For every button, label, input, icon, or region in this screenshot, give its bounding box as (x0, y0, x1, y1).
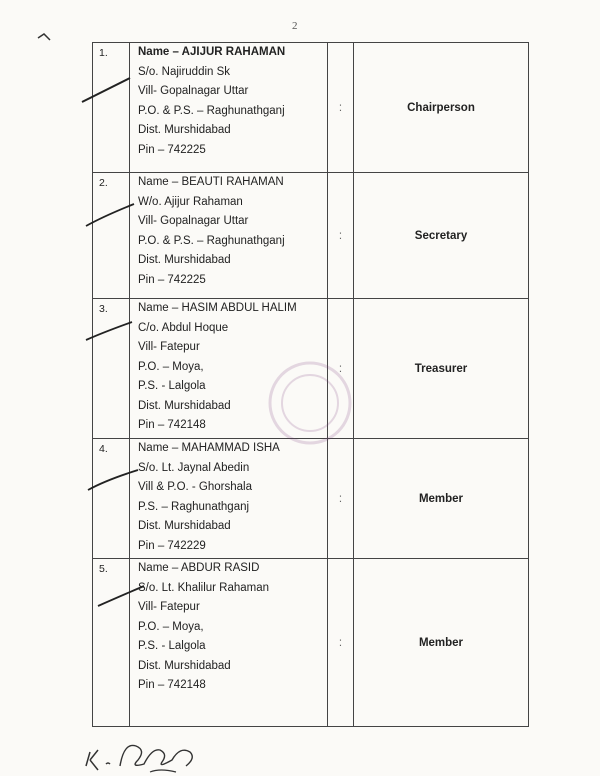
member-village: Vill- Gopalnagar Uttar (138, 85, 249, 97)
member-details (130, 439, 328, 559)
serial-number: 4. (93, 439, 130, 559)
colon-separator: : (328, 43, 354, 173)
member-police-station: P.S. - Lalgola (138, 640, 206, 652)
member-role: Member (354, 559, 529, 727)
speck-icon (36, 32, 52, 44)
serial-number: 3. (93, 299, 130, 439)
table-row (93, 173, 529, 299)
colon-separator: : (328, 173, 354, 299)
member-relation: S/o. Lt. Khalilur Rahaman (138, 581, 270, 594)
stamp-watermark-icon (255, 358, 365, 448)
member-post-office: P.O. – Moya, (138, 360, 204, 373)
member-role: Secretary (354, 173, 529, 299)
member-relation: S/o. Najiruddin Sk (138, 65, 231, 78)
member-police-station: P.S. – Raghunathganj (138, 500, 250, 513)
serial-number: 2. (93, 173, 130, 299)
colon-separator: : (328, 439, 354, 559)
member-role: Treasurer (354, 299, 529, 439)
table-row (93, 43, 529, 173)
member-district: Dist. Murshidabad (138, 124, 231, 136)
member-relation: W/o. Ajijur Rahaman (138, 195, 243, 208)
signature-icon (80, 736, 220, 776)
member-pin: Pin – 742148 (138, 419, 206, 431)
member-details (130, 43, 328, 173)
member-village: Vill- Fatepur (138, 601, 200, 613)
member-district: Dist. Murshidabad (138, 254, 231, 266)
member-details (130, 559, 328, 727)
member-relation: C/o. Abdul Hoque (138, 321, 229, 334)
member-name: Name – AJIJUR RAHAMAN (138, 46, 286, 58)
colon-separator: : (328, 299, 354, 439)
member-details (130, 173, 328, 299)
member-district: Dist. Murshidabad (138, 520, 231, 532)
table-row (93, 439, 529, 559)
member-role: Member (354, 439, 529, 559)
member-post-office: P.O. & P.S. – Raghunathganj (138, 104, 285, 117)
member-pin: Pin – 742225 (138, 273, 206, 286)
table-row (93, 559, 529, 727)
member-name: Name – MAHAMMAD ISHA (138, 442, 280, 454)
member-name: Name – BEAUTI RAHAMAN (138, 176, 284, 188)
member-village: Vill- Gopalnagar Uttar (138, 215, 249, 227)
member-post-office: P.O. & P.S. – Raghunathganj (138, 234, 285, 247)
member-post-office: P.O. – Moya, (138, 620, 204, 633)
member-village: Vill- Fatepur (138, 341, 200, 353)
member-village: Vill & P.O. - Ghorshala (138, 481, 252, 493)
serial-number: 1. (93, 43, 130, 173)
member-role: Chairperson (354, 43, 529, 173)
colon-separator: : (328, 559, 354, 727)
serial-number: 5. (93, 559, 130, 727)
page-number: 2 (292, 20, 298, 32)
member-name: Name – ABDUR RASID (138, 562, 260, 574)
member-pin: Pin – 742225 (138, 143, 206, 156)
member-pin: Pin – 742148 (138, 679, 206, 691)
member-relation: S/o. Lt. Jaynal Abedin (138, 461, 250, 474)
member-police-station: P.S. - Lalgola (138, 380, 206, 392)
member-name: Name – HASIM ABDUL HALIM (138, 302, 297, 314)
member-district: Dist. Murshidabad (138, 659, 231, 672)
member-pin: Pin – 742229 (138, 539, 206, 552)
member-district: Dist. Murshidabad (138, 399, 231, 412)
